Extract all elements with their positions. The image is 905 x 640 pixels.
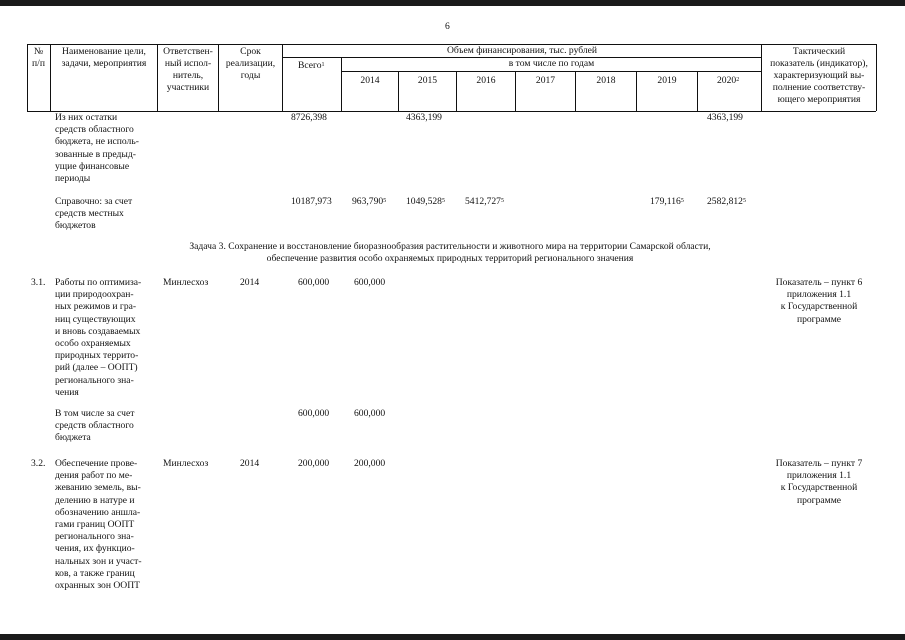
item-number: 3.2. (31, 458, 46, 469)
header-year-2019: 2019 (657, 75, 677, 86)
cell-2019: 179,116$^5$ (650, 196, 684, 207)
header-num: № п/п (32, 46, 45, 69)
header-year-2020: 2020$^2$ (717, 75, 740, 86)
cell-2015: 1049,528$^5$ (406, 196, 445, 207)
header-year-2018: 2018 (596, 75, 616, 86)
cell-2014: 200,000 (354, 458, 386, 469)
cell-2014: 600,000 (354, 408, 386, 419)
row-name: Из них остатки средств областного бюджета, не исполь- зованные в предыд- ущие финансовые периоды (55, 112, 139, 185)
cell-2014: 600,000 (354, 277, 386, 288)
header-indicator: Тактический показатель (индикатор), характеризующий вы- полнение соответству- ющего мероприятия (770, 46, 868, 105)
header-responsible: Ответствен- ный испол- нитель, участники (163, 46, 213, 93)
header-year-2014: 2014 (360, 75, 380, 86)
header-by-year: в том числе по годам (508, 58, 595, 69)
item-indicator: Показатель – пункт 7 приложения 1.1 к Государственной программе (775, 458, 863, 506)
header-year-2015: 2015 (417, 75, 438, 86)
item-term: 2014 (240, 458, 260, 469)
header-year-2017: 2017 (535, 75, 556, 86)
item-name: Работы по оптимиза- ции природоохран- ных режимов и гра- ниц существующих и вновь создаваемых особо охраняемых природных террито- рий (далее – ООПТ) регионального зна- чения (55, 277, 142, 398)
item-indicator: Показатель – пункт 6 приложения 1.1 к Государственной программе (775, 277, 863, 325)
header-term: Срок реализации, годы (225, 46, 276, 81)
cell-2016: 5412,727$^5$ (465, 196, 504, 207)
scan-top-edge (0, 0, 905, 6)
header-total: Всего$^1$ (298, 60, 325, 71)
row-name: В том числе за счет средств областного бюджета (55, 408, 135, 444)
item-number: 3.1. (31, 277, 46, 288)
cell-2020: 4363,199 (707, 112, 743, 123)
item-responsible: Минлесхоз (163, 458, 209, 469)
years-sub-border (341, 71, 761, 72)
item-term: 2014 (240, 277, 260, 288)
col-divider (876, 44, 877, 111)
task-3-heading: Задача 3. Сохранение и восстановление биоразнообразия растительности и животного мира на территории Самарской области, обеспечение развития особо охраняемых природных территорий регионального значения (189, 241, 711, 265)
cell-2015: 4363,199 (406, 112, 442, 123)
cell-total: 600,000 (298, 408, 330, 419)
header-name: Наименование цели, задачи, мероприятия (61, 46, 147, 69)
cell-2020: 2582,812$^5$ (707, 196, 746, 207)
cell-total: 200,000 (298, 458, 330, 469)
header-year-2016: 2016 (476, 75, 496, 86)
cell-total: 600,000 (298, 277, 330, 288)
header-bottom-border (27, 111, 876, 112)
scan-bottom-edge (0, 634, 905, 640)
page-number: 6 (445, 21, 450, 32)
cell-2014: 963,790$^5$ (352, 196, 387, 207)
header-funding: Объем финансирования, тыс. рублей (446, 45, 598, 56)
row-name: Справочно: за счет средств местных бюджетов (55, 196, 133, 232)
col-divider (697, 71, 698, 111)
item-responsible: Минлесхоз (163, 277, 209, 288)
item-name: Обеспечение прове- дения работ по ме- жеванию земель, вы- делению в натуре и обозначению аншла- гами границ ООПТ регионального зна- чения, их функцио- нальных зон и участ- ков, а также границ охранных зон ООПТ (55, 458, 142, 592)
cell-total: 10187,973 (291, 196, 332, 207)
cell-total: 8726,398 (291, 112, 327, 123)
